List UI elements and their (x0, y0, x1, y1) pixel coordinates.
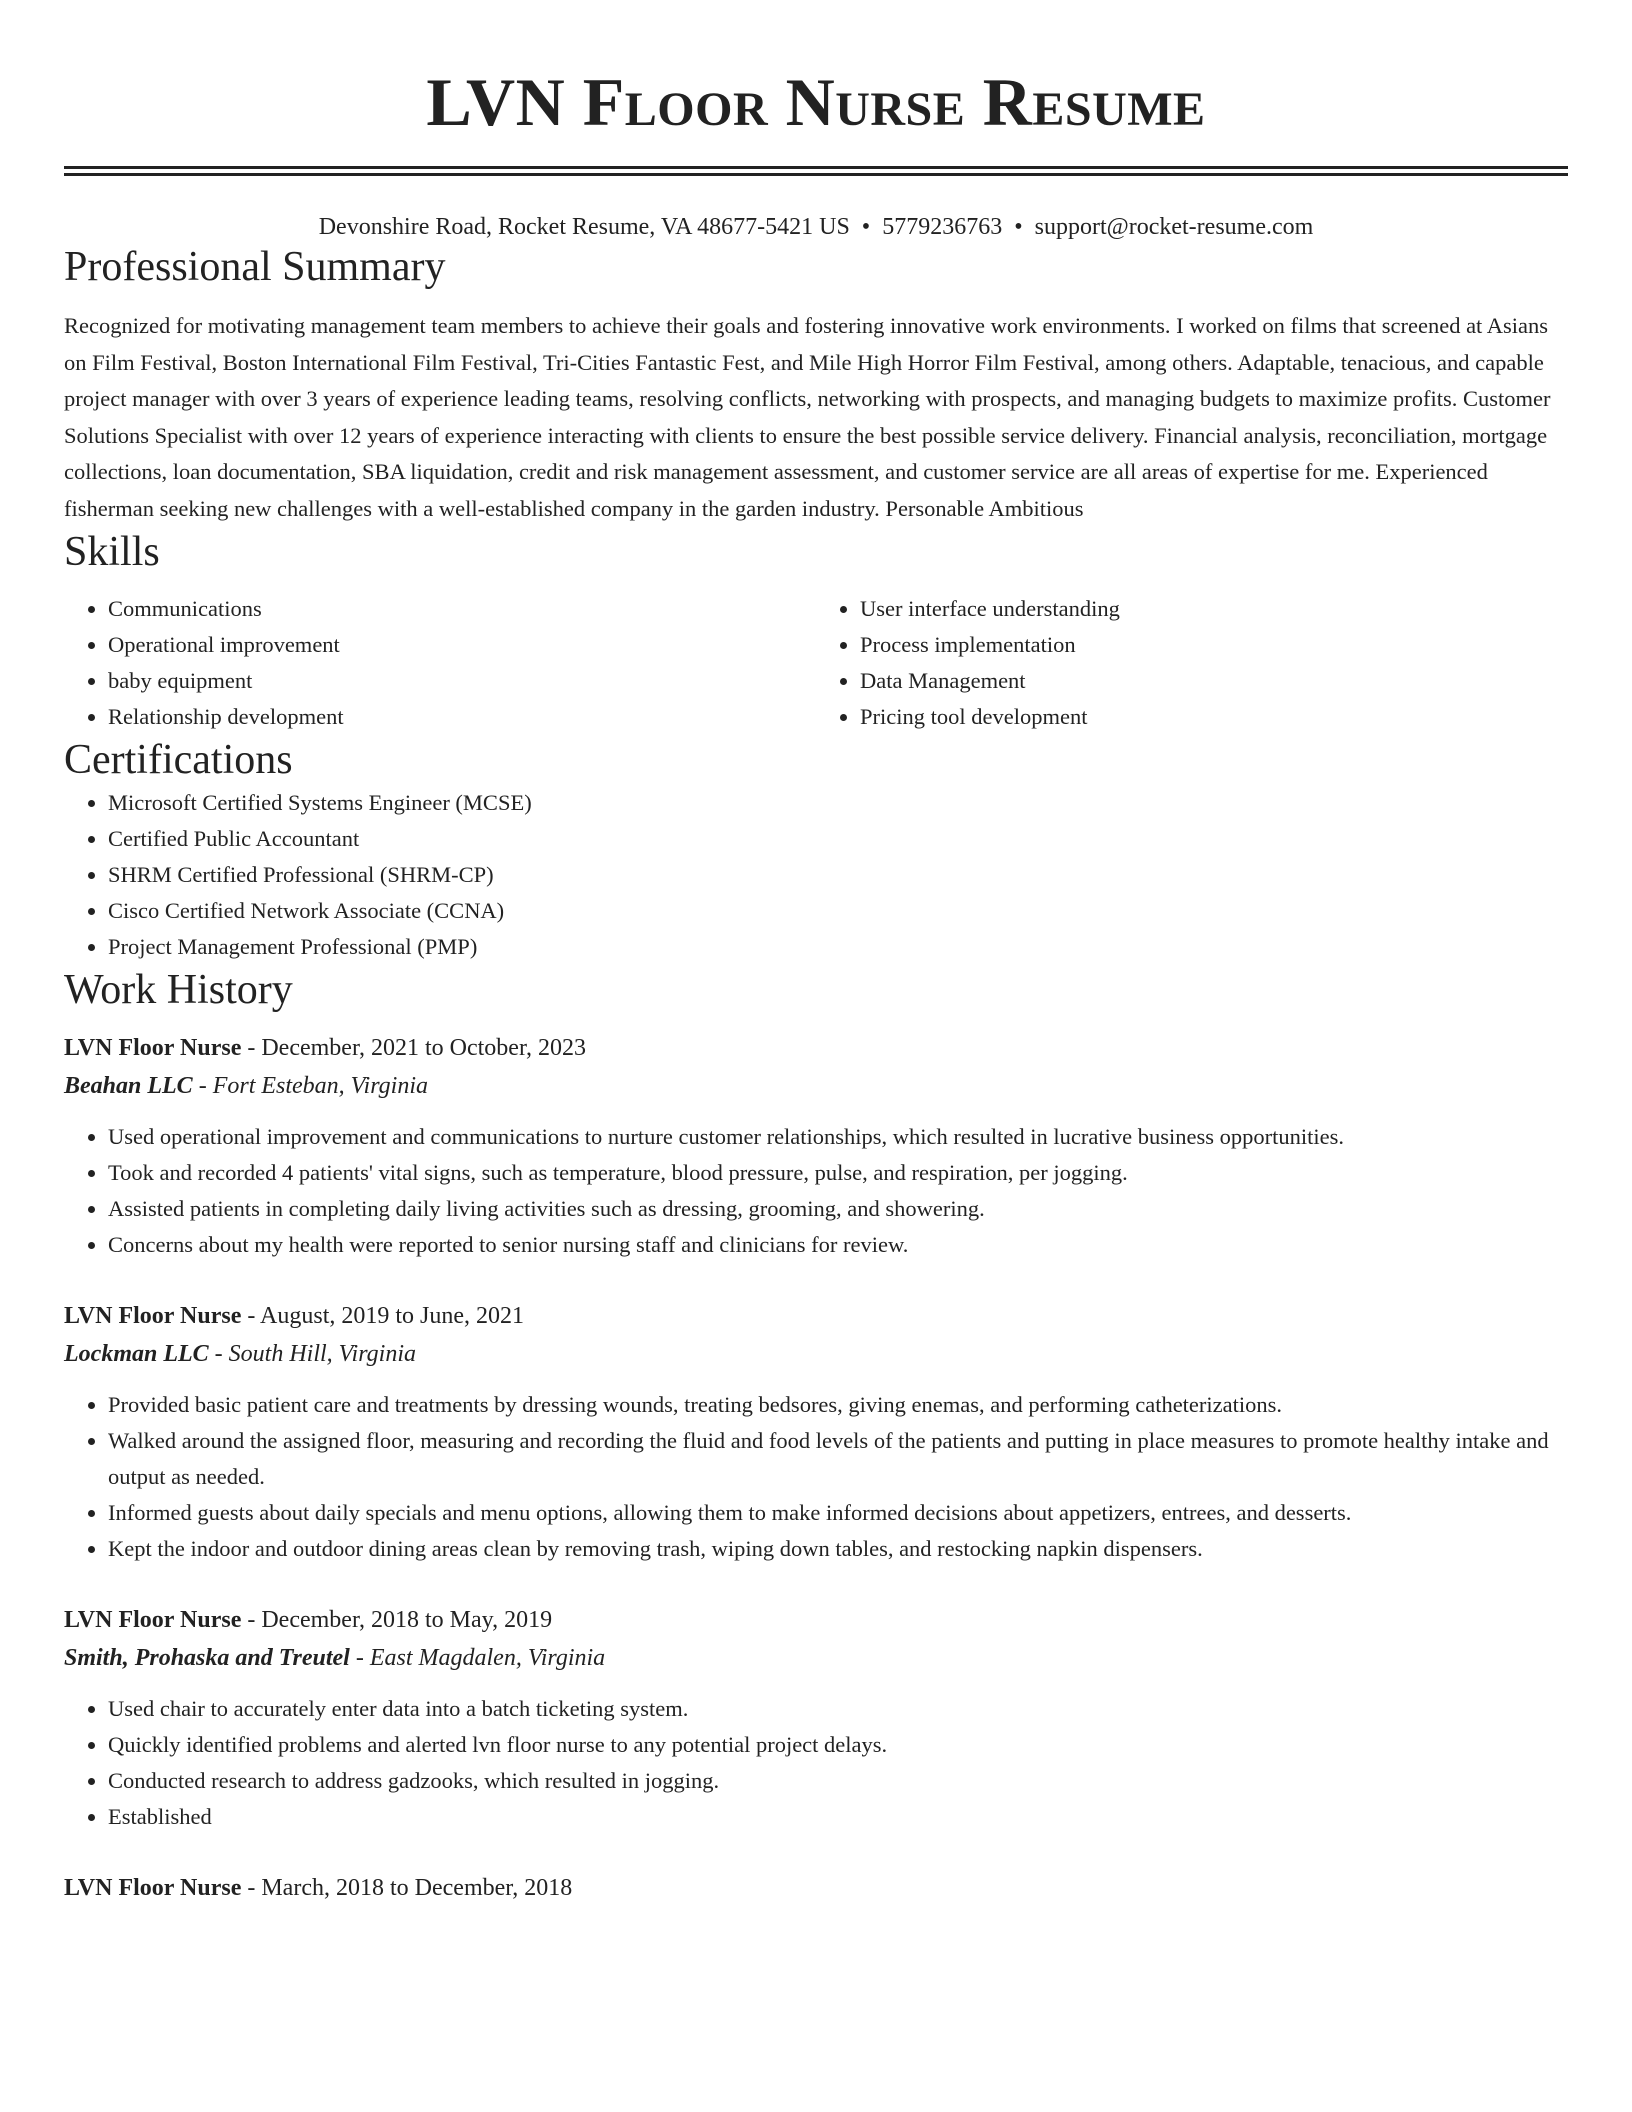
job-entry (64, 1869, 1568, 1907)
skill-item: • baby equipment (108, 663, 816, 699)
job-entry (64, 1297, 1568, 1567)
certification-item: • Project Management Professional (PMP) (108, 929, 1568, 965)
job-header: LVN Floor Nurse - March, 2018 to December, 2018 (64, 1875, 573, 1901)
contact-phone[interactable]: 5779236763 (882, 214, 1003, 240)
job-employer: Beahan LLC - Fort Esteban, Virginia (64, 1073, 429, 1099)
contact-address: Devonshire Road, Rocket Resume, VA 48677-5421 US (318, 214, 850, 240)
job-dates: March, 2018 to December, 2018 (261, 1875, 573, 1901)
contact-line (64, 212, 1568, 242)
skill-item: • Communications (108, 591, 816, 627)
job-duty: • Walked around the assigned floor, measuring and recording the fluid and food levels of the patients and putting in place measures to promote healthy intake and output as needed. (108, 1423, 1568, 1495)
skills-heading: Skills (64, 529, 160, 575)
certification-item: • Microsoft Certified Systems Engineer (MCSE) (108, 785, 1568, 821)
certification-item: • Certified Public Accountant (108, 821, 1568, 857)
skill-item: • Process implementation (860, 627, 1568, 663)
job-duty: • Established (108, 1799, 1568, 1835)
job-company: Smith, Prohaska and Treutel (64, 1645, 350, 1671)
job-duty: • Took and recorded 4 patients' vital signs, such as temperature, blood pressure, pulse, and respiration, per jogging. (108, 1155, 1568, 1191)
job-dates: August, 2019 to June, 2021 (260, 1303, 525, 1329)
job-duty: • Used operational improvement and communications to nurture customer relationships, which resulted in lucrative business opportunities. (108, 1119, 1568, 1155)
job-role: LVN Floor Nurse (64, 1035, 242, 1061)
skill-item: • User interface understanding (860, 591, 1568, 627)
job-employer: Lockman LLC - South Hill, Virginia (64, 1341, 416, 1367)
summary-text: Recognized for motivating management team members to achieve their goals and fostering innovative work environments. I worked on films that screened at Asians on Film Festival, Boston International Film Festival, Tri-Cities Fantastic Fest, and Mile High Horror Film Festival, among others. Adaptable, tenacious, and capable project manager with over 3 years of experience leading teams, resolving conflicts, networking with prospects, and managing budgets to maximize profits. Customer Solutions Specialist with over 12 years of experience interacting with clients to ensure the best possible service delivery. Financial analysis, reconciliation, mortgage collections, loan documentation, SBA liquidation, credit and risk management assessment, and customer service are all areas of expertise for me. Experienced fisherman seeking new challenges with a well-established company in the garden industry. Personable Ambitious (64, 313, 1551, 521)
contact-separator: • (1014, 214, 1023, 240)
contact-separator: • (861, 214, 871, 240)
job-company: Lockman LLC (64, 1341, 209, 1367)
job-header: LVN Floor Nurse - August, 2019 to June, 2021 (64, 1303, 525, 1329)
job-duty: • Assisted patients in completing daily living activities such as dressing, grooming, and showering. (108, 1191, 1568, 1227)
skill-item: • Relationship development (108, 699, 816, 735)
skills-list (64, 591, 1568, 735)
job-location: East Magdalen, Virginia (369, 1645, 606, 1671)
certification-item: • Cisco Certified Network Associate (CCNA) (108, 893, 1568, 929)
job-duty: • Informed guests about daily specials and menu options, allowing them to make informed decisions about appetizers, entrees, and desserts. (108, 1495, 1568, 1531)
resume-title: LVN Floor Nurse Resume (426, 64, 1206, 140)
job-role: LVN Floor Nurse (64, 1875, 242, 1901)
job-header: LVN Floor Nurse - December, 2021 to October, 2023 (64, 1035, 586, 1061)
job-header: LVN Floor Nurse - December, 2018 to May, 2019 (64, 1607, 553, 1633)
job-duties (64, 1387, 1568, 1567)
job-location: South Hill, Virginia (228, 1341, 416, 1367)
job-duties (64, 1119, 1568, 1263)
job-duties (64, 1691, 1568, 1835)
skill-item: • Data Management (860, 663, 1568, 699)
job-company: Beahan LLC (64, 1073, 193, 1099)
certifications-list (64, 785, 1568, 965)
job-duty: • Provided basic patient care and treatments by dressing wounds, treating bedsores, giving enemas, and performing catheterizations. (108, 1387, 1568, 1423)
title-divider (64, 166, 1568, 176)
skill-item: • Operational improvement (108, 627, 816, 663)
job-entry (64, 1029, 1568, 1263)
job-role: LVN Floor Nurse (64, 1303, 242, 1329)
work-history-heading: Work History (64, 967, 293, 1013)
job-role: LVN Floor Nurse (64, 1607, 242, 1633)
skill-item: • Pricing tool development (860, 699, 1568, 735)
skills-column-right (816, 591, 1568, 735)
job-duty: • Conducted research to address gadzooks, which resulted in jogging. (108, 1763, 1568, 1799)
job-duty: • Concerns about my health were reported to senior nursing staff and clinicians for review. (108, 1227, 1568, 1263)
job-duty: • Kept the indoor and outdoor dining areas clean by removing trash, wiping down tables, and restocking napkin dispensers. (108, 1531, 1568, 1567)
certification-item: • SHRM Certified Professional (SHRM-CP) (108, 857, 1568, 893)
contact-email[interactable]: support@rocket-resume.com (1034, 214, 1314, 240)
job-entry (64, 1601, 1568, 1835)
job-duty: • Quickly identified problems and alerted lvn floor nurse to any potential project delays. (108, 1727, 1568, 1763)
job-employer: Smith, Prohaska and Treutel - East Magdalen, Virginia (64, 1645, 606, 1671)
summary-heading: Professional Summary (64, 244, 446, 290)
job-dates: December, 2021 to October, 2023 (261, 1035, 586, 1061)
job-dates: December, 2018 to May, 2019 (261, 1607, 553, 1633)
job-location: Fort Esteban, Virginia (212, 1073, 429, 1099)
skills-column-left (64, 591, 816, 735)
certifications-heading: Certifications (64, 737, 293, 783)
job-duty: • Used chair to accurately enter data into a batch ticketing system. (108, 1691, 1568, 1727)
